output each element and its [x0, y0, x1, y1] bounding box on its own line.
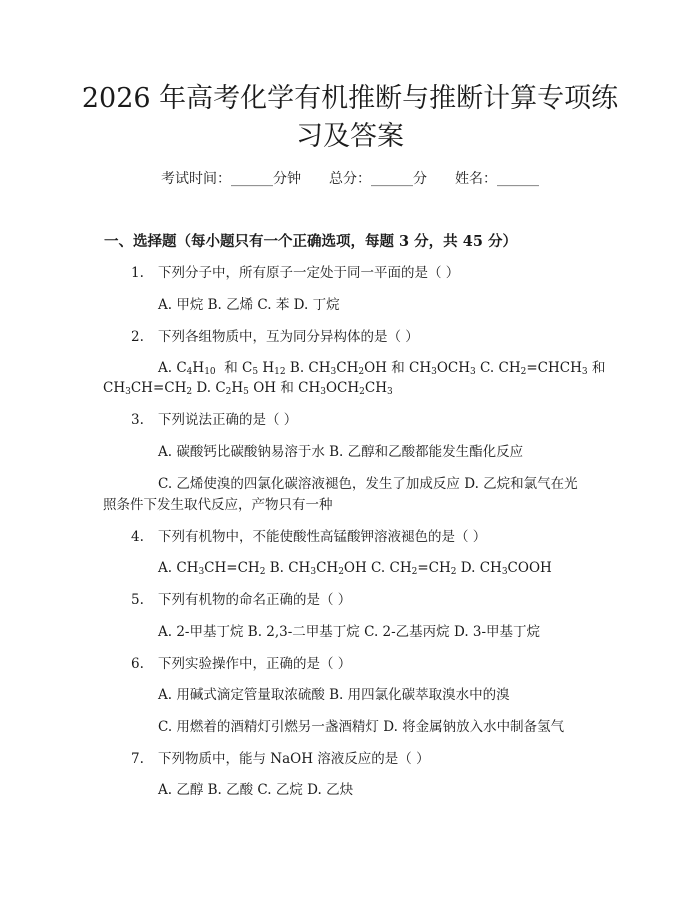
- question-4: [131, 528, 486, 546]
- question-text: 下列分子中，所有原子一定处于同一平面的是（ ）: [158, 265, 460, 281]
- question-number: 2.: [131, 329, 144, 345]
- question-2: [131, 328, 419, 346]
- question-2-options-line-1: A. $C_4H_{10}$ 和 $C_5$ $H_{12}$ B. $CH_3CH_2OH$ 和 $CH_3OCH_3$ C. $CH_2=CHCH_3$ 和: [158, 360, 606, 377]
- question-text: 下列各组物质中，互为同分异构体的是（ ）: [158, 329, 419, 345]
- question-4-options: A. $CH_3CH=CH_2$ B. $CH_3CH_2OH$ C. $CH_2=CH_2$ D. $CH_3COOH$: [158, 560, 552, 577]
- question-7: [131, 750, 430, 768]
- question-text: 下列物质中，能与 NaOH 溶液反应的是（ ）: [158, 751, 430, 767]
- question-7-options: A. 乙醇 B. 乙酸 C. 乙烷 D. 乙炔: [158, 782, 354, 798]
- question-number: 6.: [131, 656, 144, 672]
- question-3: [131, 411, 297, 429]
- section-heading: 一、选择题（每小题只有一个正确选项，每题 3 分，共 45 分）: [104, 233, 517, 250]
- question-5-options: A. 2-甲基丁烷 B. 2,3-二甲基丁烷 C. 2-乙基丙烷 D. 3-甲基丁烷: [158, 624, 541, 640]
- question-6: [131, 655, 351, 673]
- question-number: 7.: [131, 751, 144, 767]
- total-score-field: 总分：______分: [329, 171, 427, 187]
- exam-time-field: 考试时间：______分钟: [161, 171, 301, 187]
- question-1: [131, 264, 459, 282]
- question-text: 下列有机物的命名正确的是（ ）: [158, 592, 352, 608]
- question-5: [131, 591, 351, 609]
- question-2-options-line-2: $CH_3CH=CH_2$ D. $C_2H_5$ OH 和 $CH_3OCH_2CH_3$: [103, 380, 393, 397]
- question-3-options-line-2: C. 乙烯使溴的四氯化碳溶液褪色，发生了加成反应 D. 乙烷和氯气在光: [158, 476, 578, 492]
- question-text: 下列有机物中，不能使酸性高锰酸钾溶液褪色的是（ ）: [158, 529, 487, 545]
- student-name-field: 姓名：______: [455, 171, 539, 187]
- question-text: 下列实验操作中，正确的是（ ）: [158, 656, 352, 672]
- question-text: 下列说法正确的是（ ）: [158, 412, 298, 428]
- question-number: 3.: [131, 412, 144, 428]
- question-6-options-line-1: A. 用碱式滴定管量取浓硫酸 B. 用四氯化碳萃取溴水中的溴: [158, 687, 510, 703]
- title-line-2: 习及答案: [296, 121, 404, 152]
- exam-meta: [0, 168, 700, 188]
- question-6-options-line-2: C. 用燃着的酒精灯引燃另一盏酒精灯 D. 将金属钠放入水中制备氢气: [158, 719, 565, 735]
- question-1-options: A. 甲烷 B. 乙烯 C. 苯 D. 丁烷: [158, 297, 340, 313]
- title-line-1: 2026 年高考化学有机推断与推断计算专项练: [81, 83, 619, 114]
- question-3-options-line-3: 照条件下发生取代反应，产物只有一种: [103, 497, 333, 513]
- question-number: 5.: [131, 592, 144, 608]
- question-number: 4.: [131, 529, 144, 545]
- page-title: [60, 80, 640, 156]
- question-3-options-line-1: A. 碳酸钙比碳酸钠易溶于水 B. 乙醇和乙酸都能发生酯化反应: [158, 444, 524, 460]
- question-number: 1.: [131, 265, 144, 281]
